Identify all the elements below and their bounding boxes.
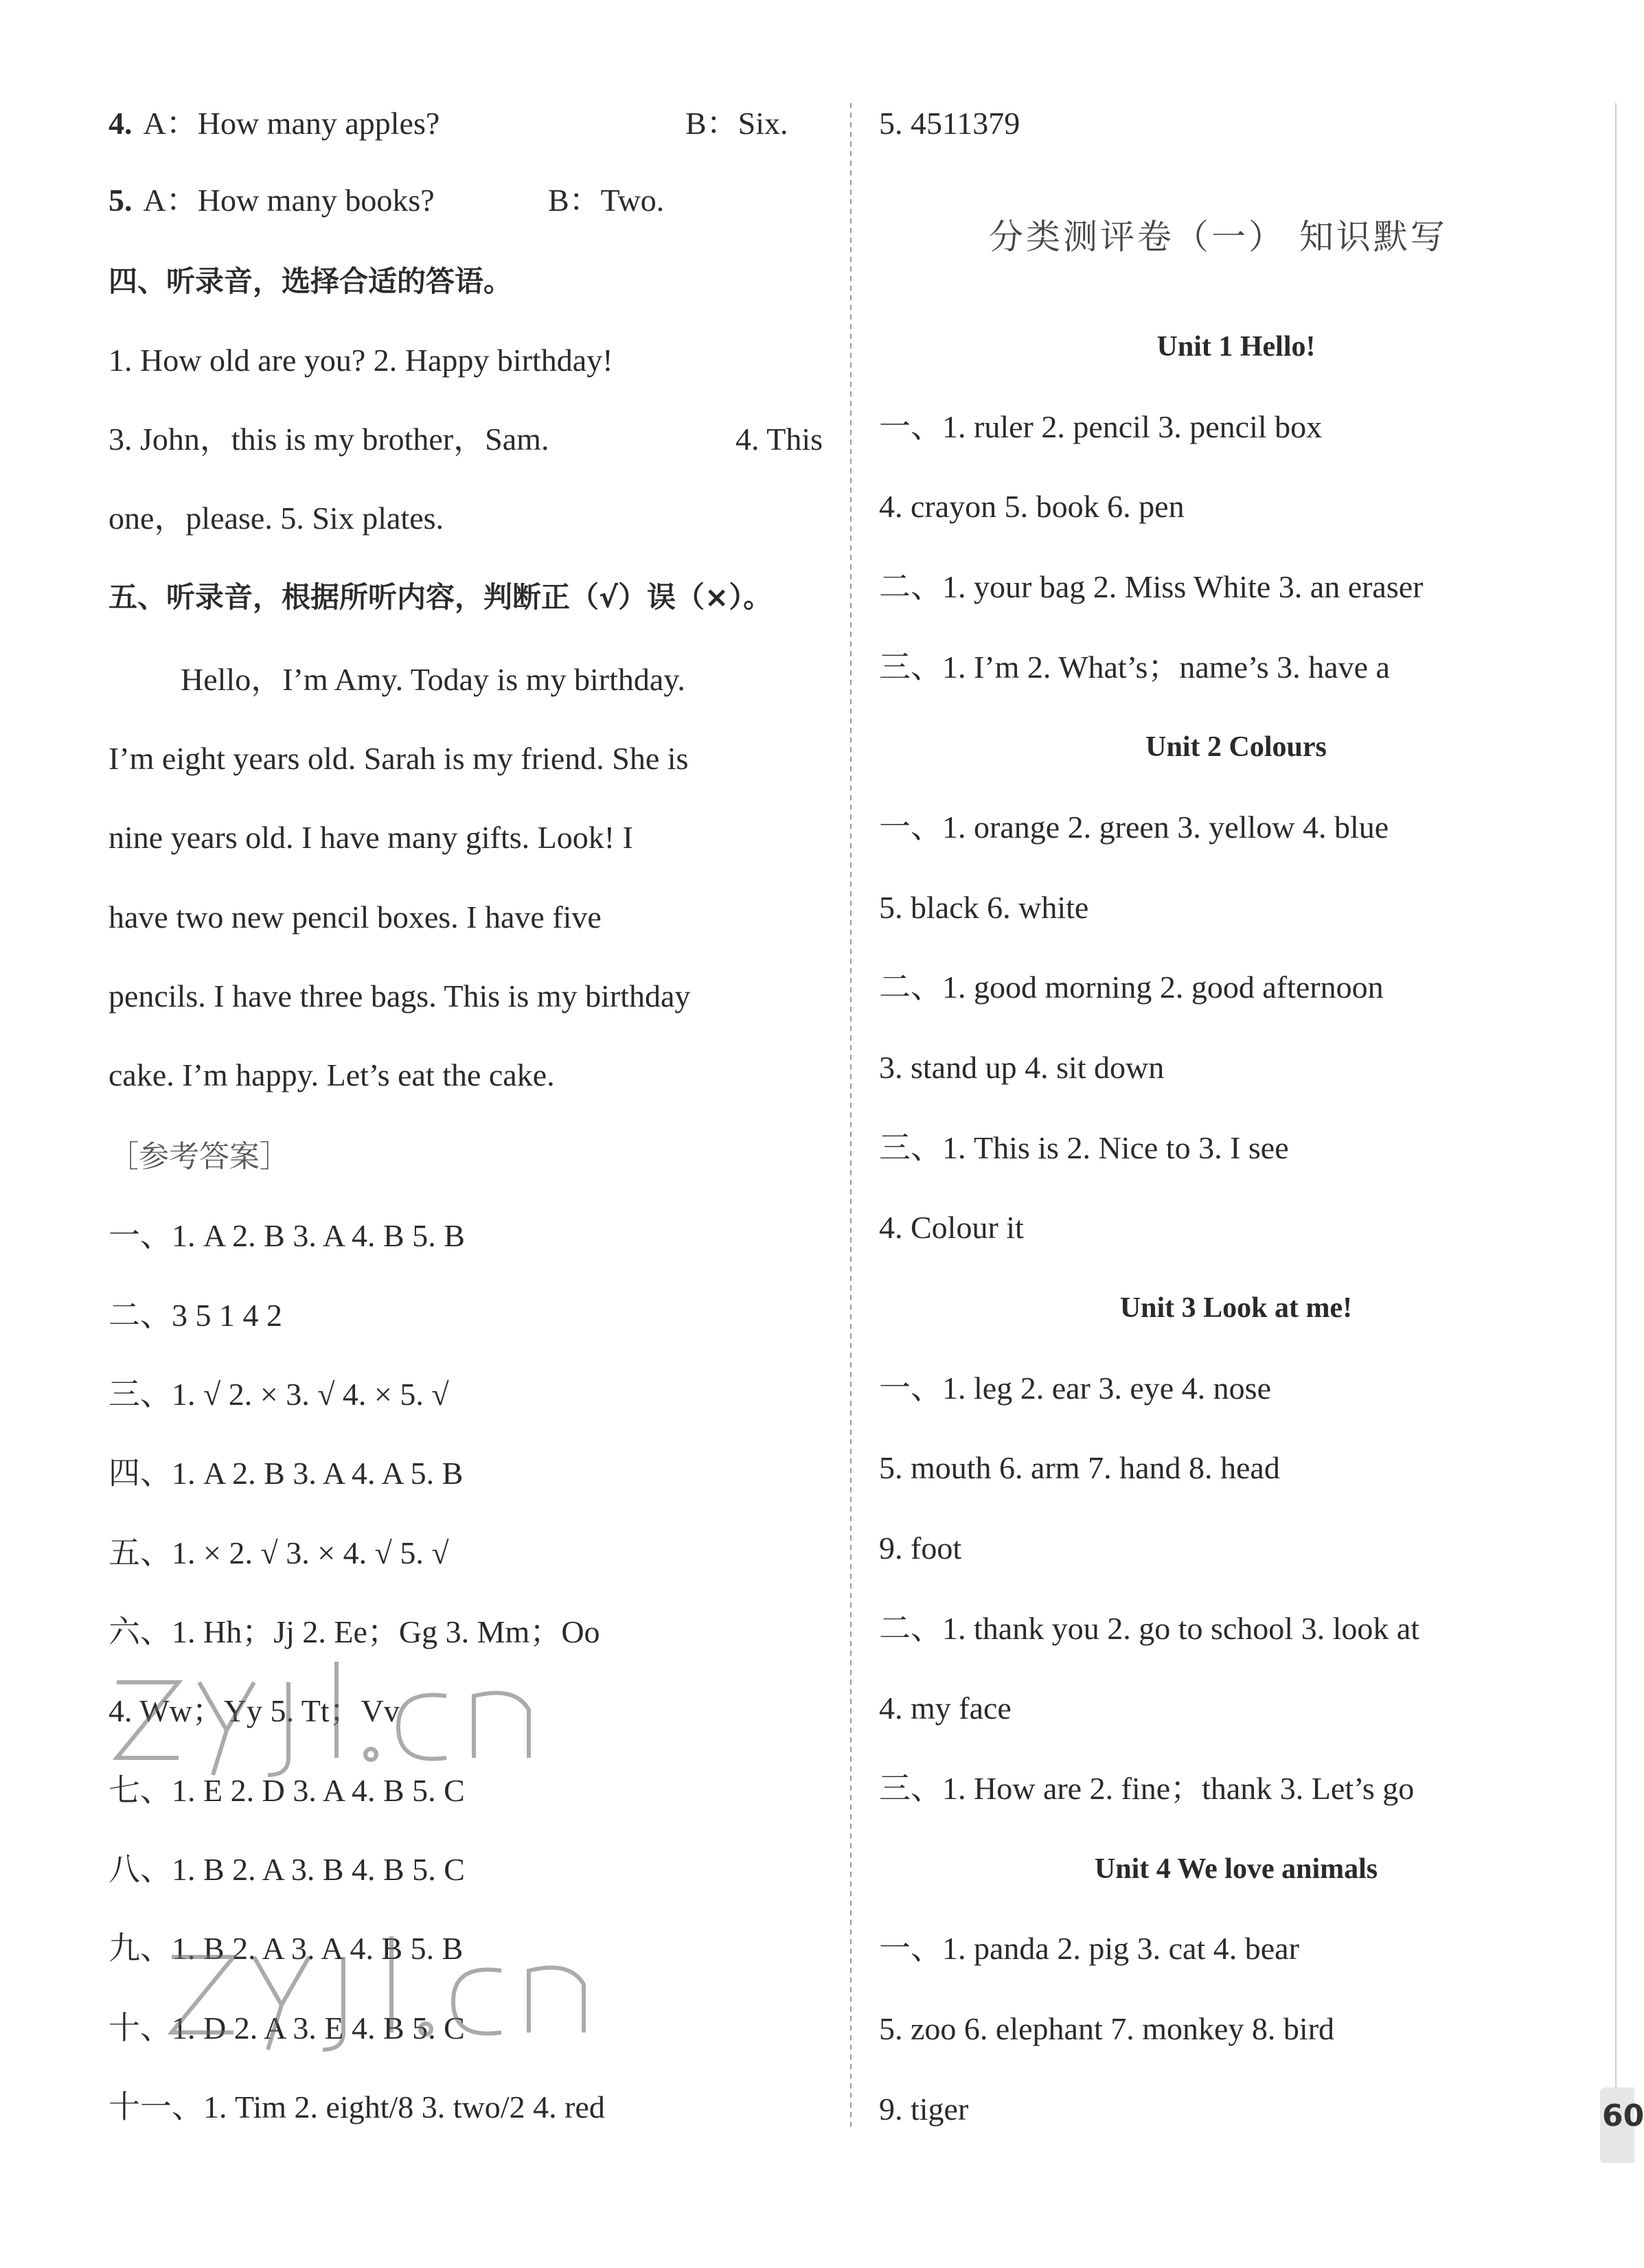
answer-line: 一、1. orange 2. green 3. yellow 4. blue bbox=[879, 810, 1389, 845]
unit-heading: Unit 2 Colours bbox=[1145, 731, 1327, 763]
page-edge-line bbox=[1615, 103, 1617, 2135]
answer-line: 5. 4511379 bbox=[879, 106, 1020, 141]
question-line bbox=[109, 419, 823, 460]
answer-line: 一、1. panda 2. pig 3. cat 4. bear bbox=[879, 1931, 1299, 1966]
answer-line: 二、1. thank you 2. go to school 3. look at bbox=[879, 1611, 1420, 1646]
watermark-logo bbox=[103, 1655, 556, 1785]
section-title: 分类测评卷（一） 知识默写 bbox=[989, 217, 1448, 257]
answer-line: 4. crayon 5. book 6. pen bbox=[879, 489, 1185, 524]
answer-line: 八、1. B 2. A 3. B 4. B 5. C bbox=[109, 1852, 465, 1887]
passage-line: I’m eight years old. Sarah is my friend. She is bbox=[109, 741, 689, 776]
answer-line: 三、1. I’m 2. What’s；name’s 3. have a bbox=[879, 650, 1390, 685]
answer-line: 一、1. leg 2. ear 3. eye 4. nose bbox=[879, 1371, 1272, 1406]
dialog-line-5 bbox=[109, 180, 823, 221]
passage-line: have two new pencil boxes. I have five bbox=[109, 900, 602, 935]
answer-line: 3. stand up 4. sit down bbox=[879, 1050, 1165, 1085]
passage-line: Hello，I’m Amy. Today is my birthday. bbox=[181, 662, 685, 697]
answer-line: 4. Ww；Yy 5. Tt；Vv bbox=[109, 1693, 400, 1728]
answer-line: 5. black 6. white bbox=[879, 890, 1089, 925]
passage-line: cake. I’m happy. Let’s eat the cake. bbox=[109, 1057, 555, 1092]
question-text: 3. John，this is my brother，Sam. bbox=[109, 422, 549, 457]
question-line: one，please. 5. Six plates. bbox=[109, 501, 444, 536]
answer-line: 5. zoo 6. elephant 7. monkey 8. bird bbox=[879, 2011, 1335, 2046]
question-text: 4. This bbox=[735, 422, 823, 457]
passage-line: nine years old. I have many gifts. Look! I bbox=[109, 820, 633, 855]
dialog-b-text: B：Six. bbox=[685, 106, 788, 141]
unit-heading: Unit 4 We love animals bbox=[1094, 1853, 1378, 1885]
answer-line: 三、1. How are 2. fine；thank 3. Let’s go bbox=[879, 1771, 1415, 1806]
passage-line: pencils. I have three bags. This is my birthday bbox=[109, 978, 691, 1013]
watermark-logo bbox=[158, 1929, 611, 2060]
answer-line: 六、1. Hh；Jj 2. Ee；Gg 3. Mm；Oo bbox=[109, 1614, 600, 1649]
answer-line: 四、1. A 2. B 3. A 4. A 5. B bbox=[109, 1456, 464, 1491]
column-divider bbox=[850, 103, 852, 2129]
dialog-line-4 bbox=[109, 103, 823, 144]
reference-answer-label: ［参考答案］ bbox=[109, 1139, 290, 1174]
dialog-num: 5. bbox=[109, 183, 133, 218]
question-line: 1. How old are you? 2. Happy birthday! bbox=[109, 343, 613, 378]
section-heading-5: 五、听录音，根据所听内容，判断正（√）误（×）。 bbox=[109, 580, 773, 614]
answer-line: 三、1. √ 2. × 3. √ 4. × 5. √ bbox=[109, 1377, 449, 1412]
answer-line: 十一、1. Tim 2. eight/8 3. two/2 4. red bbox=[109, 2089, 605, 2124]
page-number: 60 bbox=[1602, 2098, 1644, 2133]
answer-line: 5. mouth 6. arm 7. hand 8. head bbox=[879, 1450, 1280, 1485]
unit-heading: Unit 3 Look at me! bbox=[1119, 1292, 1353, 1324]
answer-line: 二、3 5 1 4 2 bbox=[109, 1298, 282, 1333]
section-heading-4: 四、听录音，选择合适的答语。 bbox=[109, 264, 513, 298]
answer-line: 七、1. E 2. D 3. A 4. B 5. C bbox=[109, 1773, 465, 1808]
dialog-a-text: A：How many apples? bbox=[143, 106, 440, 141]
answer-line: 4. my face bbox=[879, 1691, 1012, 1726]
answer-line: 9. foot bbox=[879, 1531, 962, 1566]
answer-line: 9. tiger bbox=[879, 2092, 969, 2127]
answer-line: 一、1. ruler 2. pencil 3. pencil box bbox=[879, 409, 1323, 444]
answer-line: 十、1. D 2. A 3. E 4. B 5. C bbox=[109, 2011, 465, 2046]
dialog-a: 4. bbox=[109, 106, 133, 141]
unit-heading: Unit 1 Hello! bbox=[1156, 331, 1316, 363]
answer-line: 三、1. This is 2. Nice to 3. I see bbox=[879, 1130, 1289, 1165]
answer-line: 九、1. B 2. A 3. A 4. B 5. B bbox=[109, 1931, 464, 1966]
answer-line: 二、1. good morning 2. good afternoon bbox=[879, 970, 1384, 1005]
answer-line: 一、1. A 2. B 3. A 4. B 5. B bbox=[109, 1218, 465, 1253]
answer-line: 4. Colour it bbox=[879, 1210, 1024, 1245]
answer-line: 二、1. your bag 2. Miss White 3. an eraser bbox=[879, 569, 1424, 604]
dialog-b-text: B：Two. bbox=[548, 183, 665, 218]
dialog-a-text: A：How many books? bbox=[143, 183, 435, 218]
answer-line: 五、1. × 2. √ 3. × 4. √ 5. √ bbox=[109, 1535, 449, 1570]
